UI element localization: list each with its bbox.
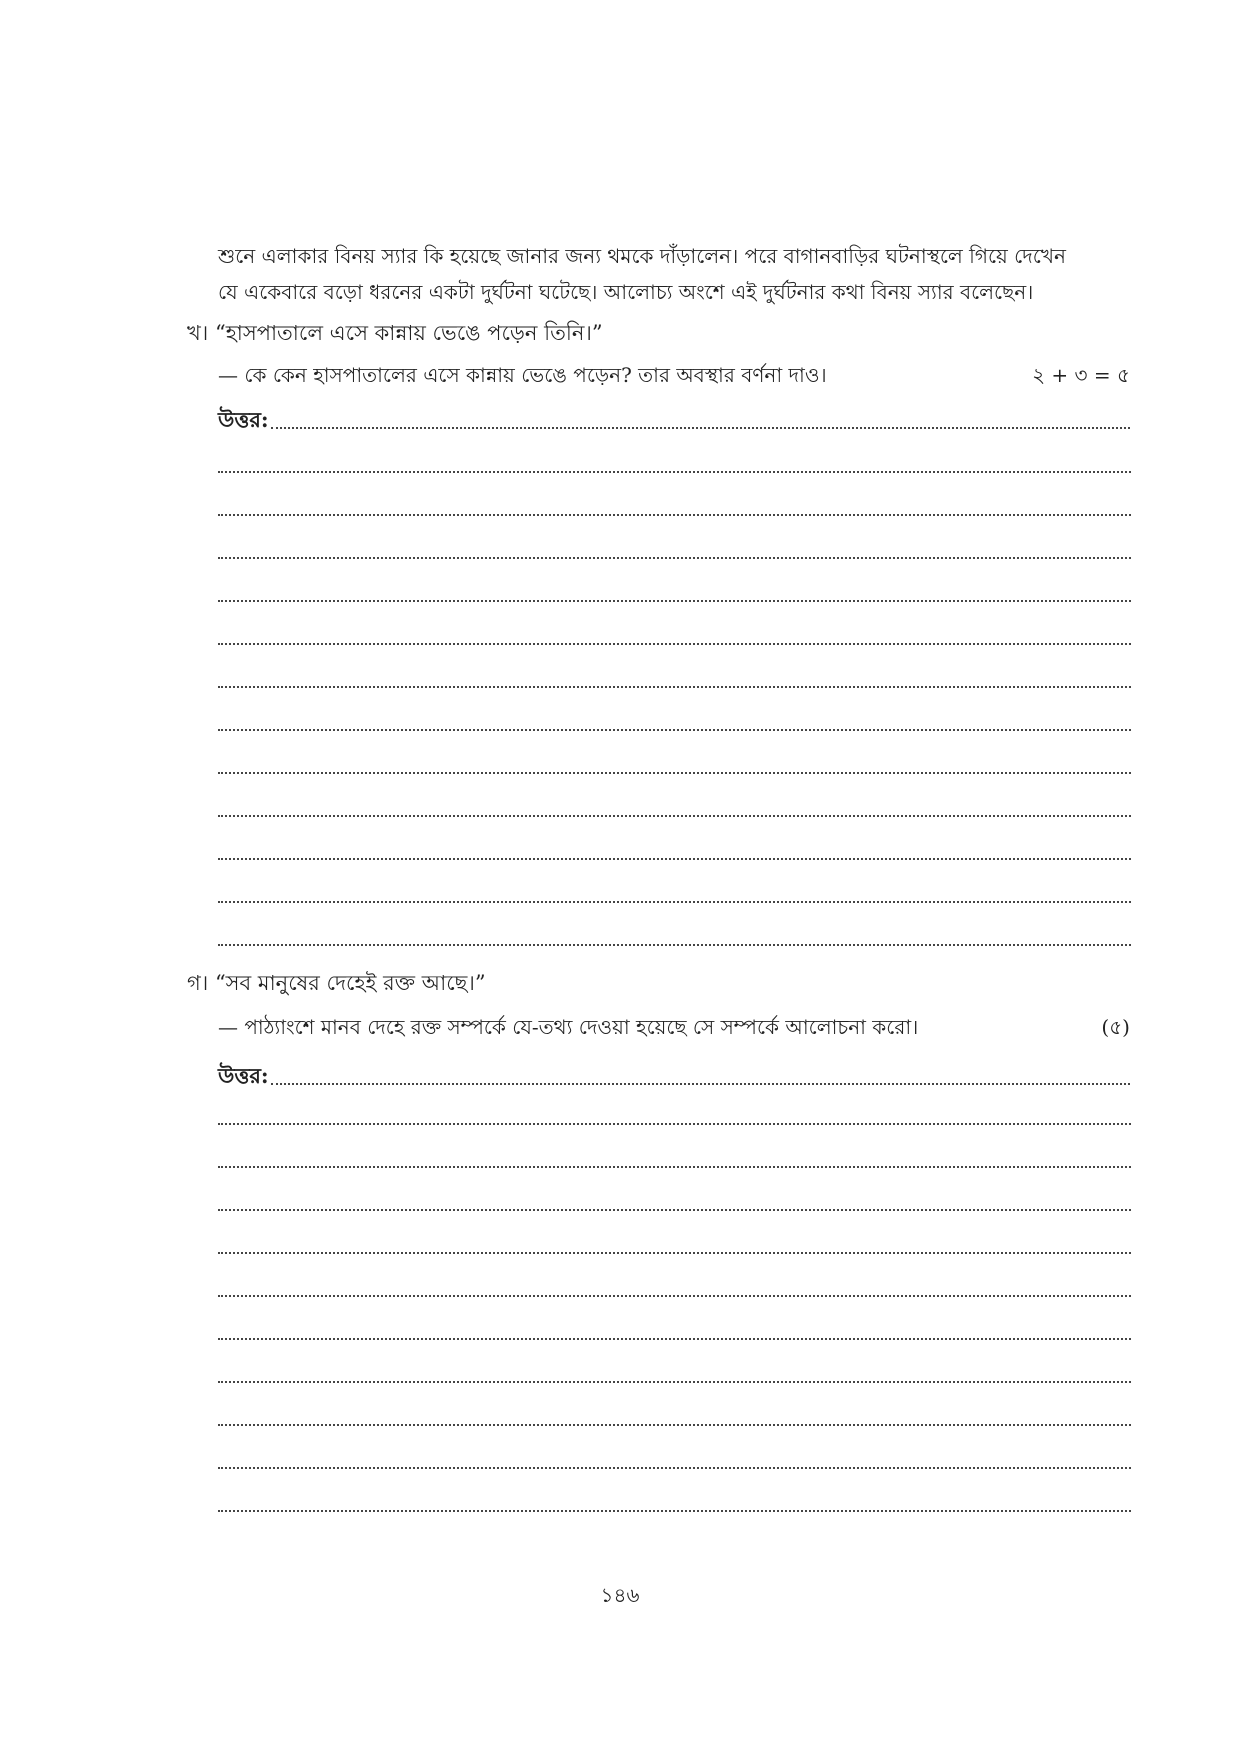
answer-writing-line[interactable] [218, 1295, 1131, 1297]
answer-writing-line[interactable] [218, 729, 1131, 731]
answer-writing-line[interactable] [218, 1166, 1131, 1168]
answer-writing-line[interactable] [218, 815, 1131, 817]
answer-label: উত্তর: [218, 407, 269, 432]
question-ga-label: গ। “সব মানুষের দেহেই রক্ত আছে।” [187, 971, 486, 995]
intro-line: যে একেবারে বড়ো ধরনের একটা দুর্ঘটনা ঘটেছে। আলোচ্য অংশে এই দুর্ঘটনার কথা বিনয় স্যার বলেছেন। [218, 280, 1034, 304]
answer-writing-line[interactable] [218, 1381, 1131, 1383]
answer-writing-line[interactable] [218, 514, 1131, 516]
question-kha-prompt-text: — কে কেন হাসপাতালের এসে কান্নায় ভেঙে পড়েন? তার অবস্থার বর্ণনা দাও। [218, 363, 827, 387]
answer-writing-line[interactable] [218, 1252, 1131, 1254]
answer-label: উত্তর: [218, 1063, 269, 1088]
answer-writing-line[interactable] [218, 1424, 1131, 1426]
page-number: ১৪৬ [600, 1583, 640, 1607]
answer-writing-line[interactable] [218, 858, 1131, 860]
answer-writing-line[interactable] [218, 1338, 1131, 1340]
answer-writing-line[interactable] [218, 944, 1131, 946]
question-kha-marks: ২ + ৩ = ৫ [1032, 363, 1130, 387]
question-ga-prompt [218, 1012, 1130, 1042]
answer-writing-line[interactable] [218, 1209, 1131, 1211]
answer-writing-line[interactable] [218, 471, 1131, 473]
answer-writing-line[interactable] [218, 686, 1131, 688]
question-kha-answer-line[interactable] [218, 404, 1130, 434]
intro-paragraph [218, 238, 1130, 310]
answer-writing-line[interactable] [218, 1123, 1131, 1125]
question-ga-answer-line[interactable] [218, 1060, 1130, 1090]
answer-writing-line[interactable] [218, 600, 1131, 602]
answer-writing-line[interactable] [218, 1510, 1131, 1512]
answer-writing-line[interactable] [218, 557, 1131, 559]
question-ga-marks: (৫) [1101, 1015, 1130, 1039]
answer-writing-line[interactable] [218, 1467, 1131, 1469]
intro-line: শুনে এলাকার বিনয় স্যার কি হয়েছে জানার জন্য থমকে দাঁড়ালেন। পরে বাগানবাড়ির ঘটনাস্থলে গিয়ে দেখেন [218, 244, 1066, 268]
question-ga-prompt-text: — পাঠ্যাংশে মানব দেহে রক্ত সম্পর্কে যে-তথ্য দেওয়া হয়েছে সে সম্পর্কে আলোচনা করো। [218, 1015, 919, 1039]
answer-fill-line[interactable] [271, 427, 1130, 429]
answer-writing-line[interactable] [218, 901, 1131, 903]
answer-writing-line[interactable] [218, 643, 1131, 645]
question-kha-label: খ। “হাসপাতালে এসে কান্নায় ভেঙে পড়েন তিনি।” [187, 321, 603, 345]
question-kha-prompt [218, 360, 1130, 390]
answer-fill-line[interactable] [271, 1083, 1130, 1085]
answer-writing-line[interactable] [218, 772, 1131, 774]
